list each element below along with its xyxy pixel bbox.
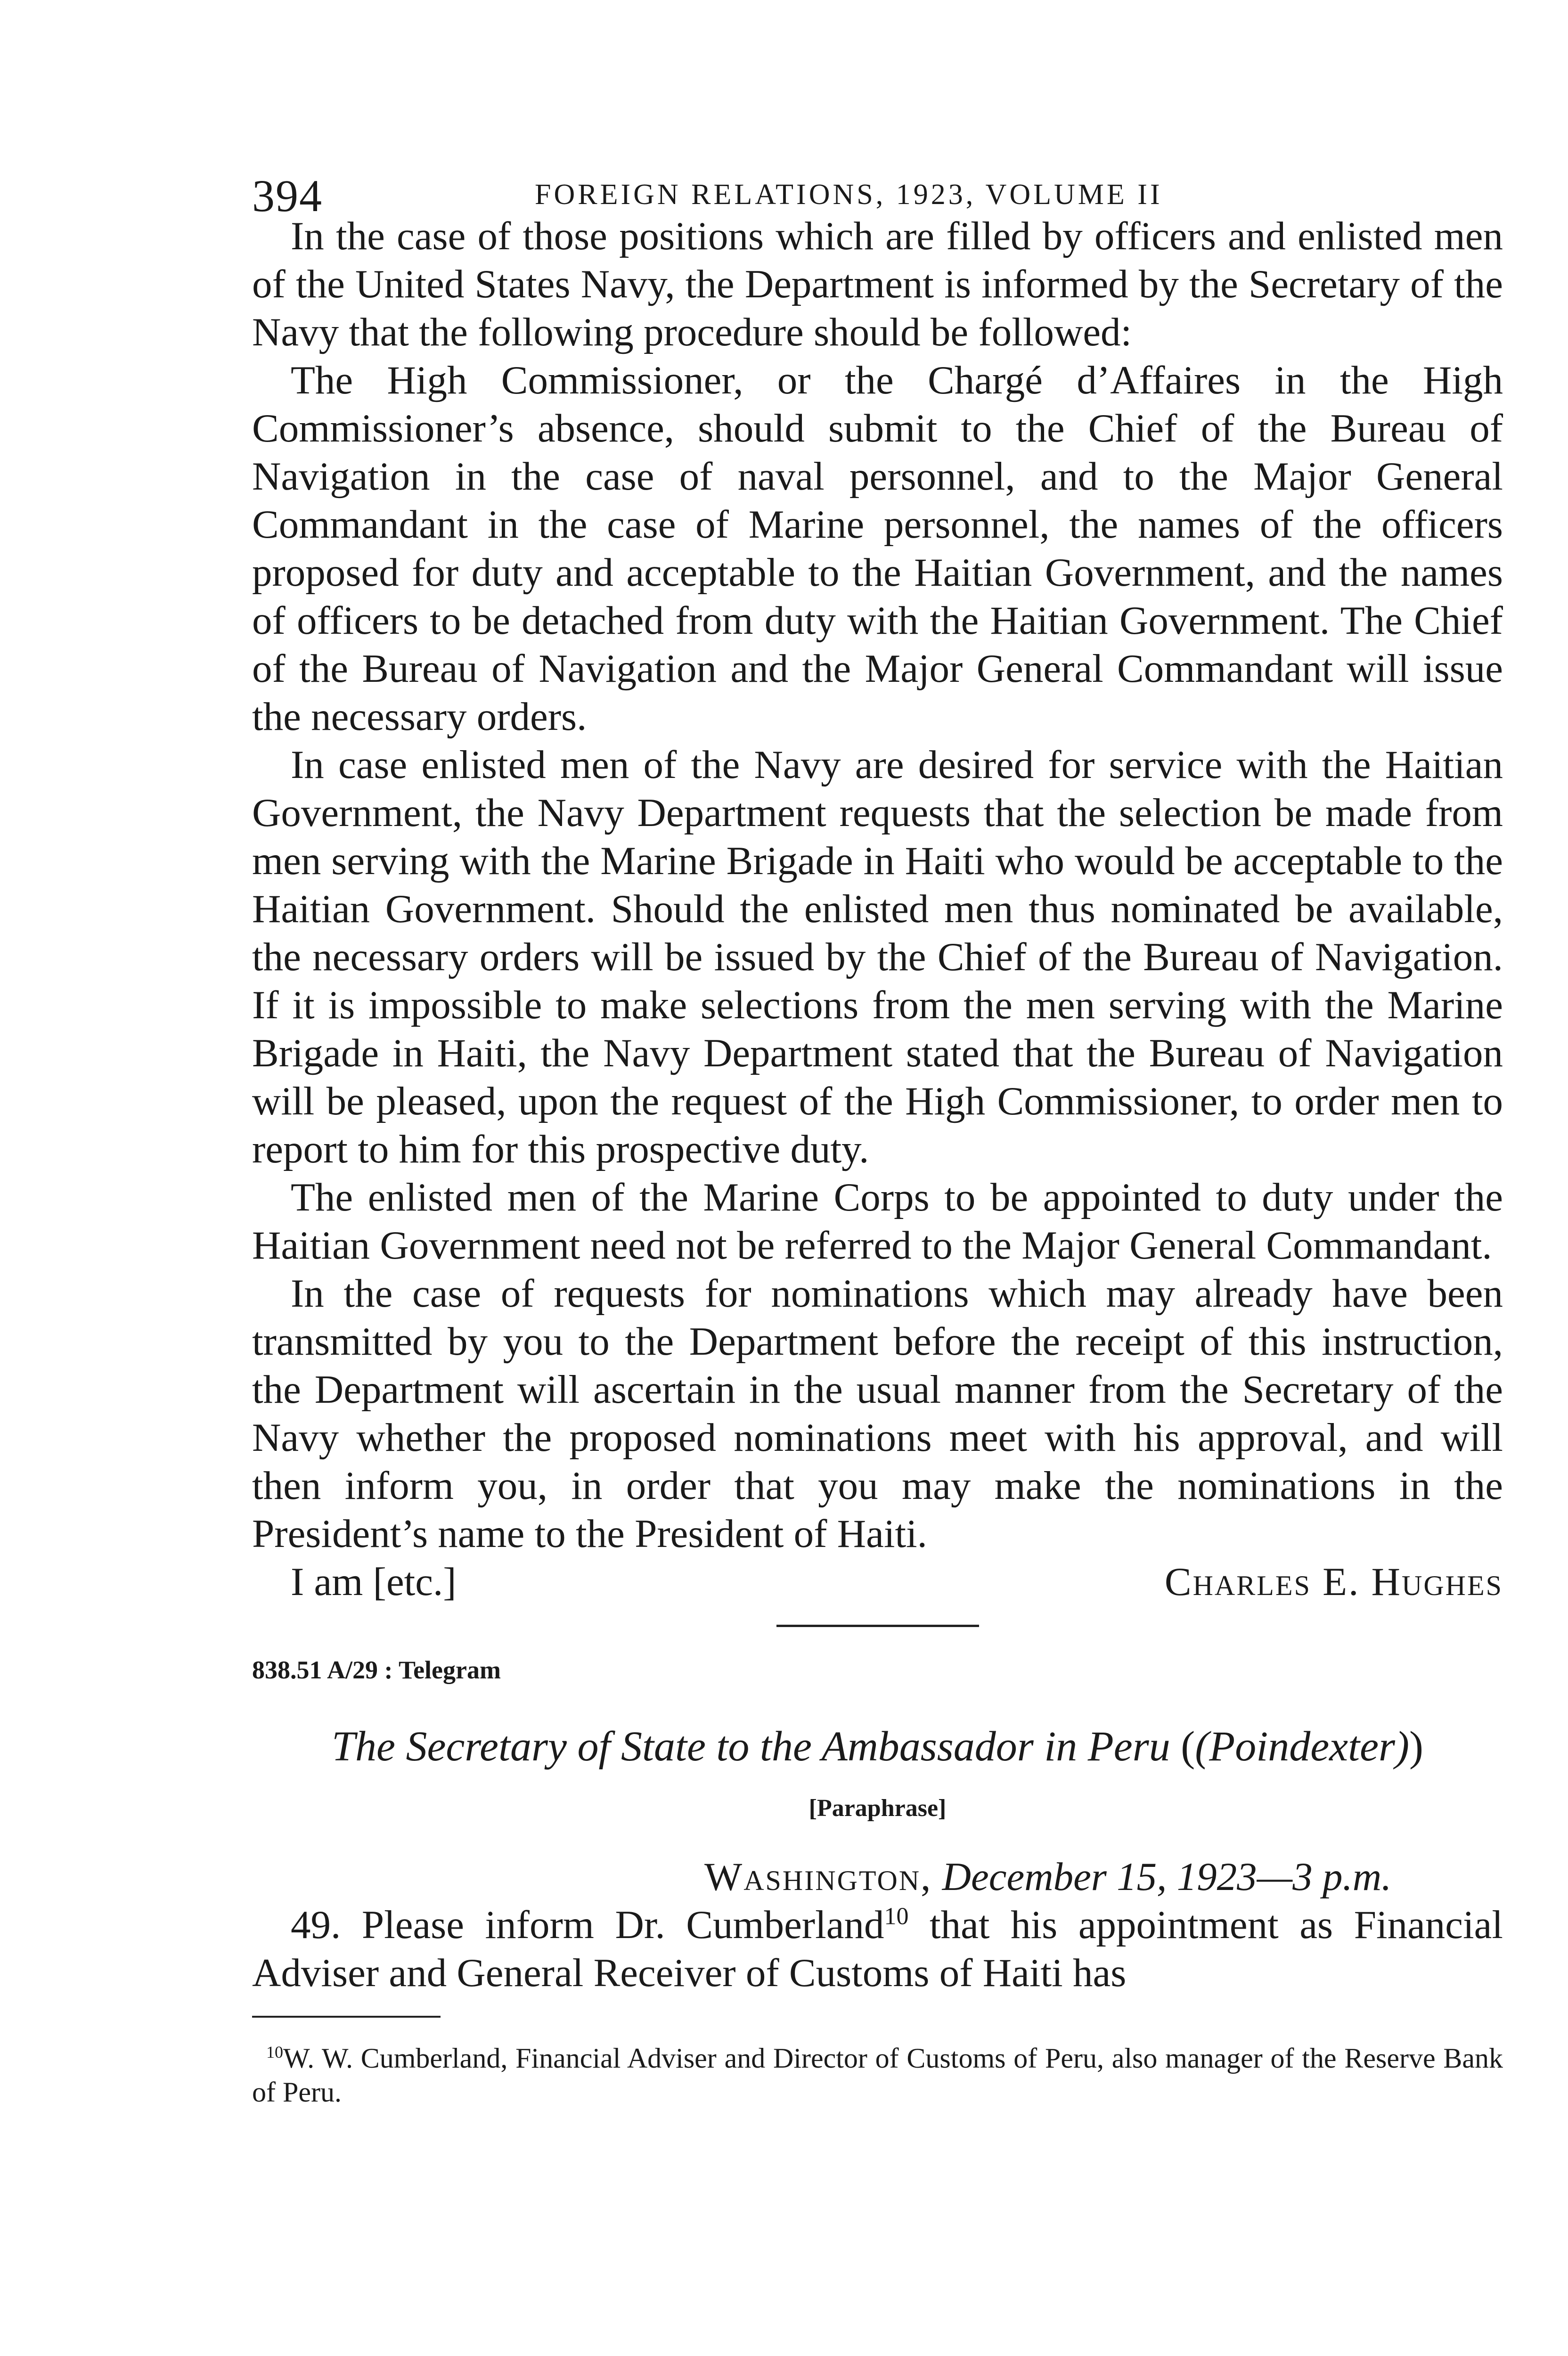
telegram-paragraph-rest: that his appointment as Financial Adviser and General Receiver of Customs of Haiti has	[252, 1903, 1503, 1995]
document-title-text: The Secretary of State to the Ambassador in Peru	[331, 1723, 1170, 1770]
dateline-date: December 15, 1923—3 p.m.	[942, 1855, 1392, 1899]
page-number: 394	[252, 171, 323, 221]
body-paragraph: In case enlisted men of the Navy are desired for service with the Haitian Government, the Navy Department requests that the selection be made from men serving with the Marine Brigade in Haiti who would be acceptable to the Haitian Government. Should the enlisted men thus nominated be available, the necessary orders will be issued by the Chief of the Bureau of Navigation. If it is impossible to make selections from the men serving with the Marine Brigade in Haiti, the Navy Department stated that the Bureau of Navigation will be pleased, upon the request of the High Commissioner, to order men to report to him for this prospective duty.	[252, 743, 1503, 1171]
file-reference: 838.51 A/29 : Telegram	[252, 1656, 501, 1684]
valediction: I am [etc.]	[291, 1560, 457, 1604]
document-page	[252, 160, 1503, 2109]
paraphrase-label: [Paraphrase]	[808, 1795, 947, 1822]
addressee-name: (Poindexter)	[1195, 1723, 1410, 1770]
body-paragraph: The High Commissioner, or the Chargé d’Affaires in the High Commissioner’s absence, should submit to the Chief of the Bureau of Navigation in the case of naval personnel, and to the Major General Commandant in the case of Marine personnel, the names of the officers proposed for duty and acceptable to the Haitian Government, and the names of officers to be detached from duty with the Haitian Government. The Chief of the Bureau of Navigation and the Major General Commandant will issue the necessary orders.	[252, 358, 1503, 739]
dateline-place: Washington,	[704, 1855, 932, 1899]
document-title	[252, 1722, 1503, 1771]
running-title: FOREIGN RELATIONS, 1923, VOLUME II	[535, 179, 1163, 211]
telegram-paragraph	[252, 1901, 1503, 1997]
footnote-text: W. W. Cumberland, Financial Adviser and Director of Customs of Peru, also manager of the Reserve Bank of Peru.	[252, 2043, 1503, 2108]
footnote	[252, 2041, 1503, 2109]
footnote-marker: 10	[266, 2043, 283, 2062]
body-paragraph: In the case of requests for nominations which may already have been transmitted by you to the Department before the receipt of this instruction, the Department will ascertain in the usual manner from the Secretary of the Navy whether the proposed nominations meet with his approval, and will then inform you, in order that you may make the nominations in the President’s name to the President of Haiti.	[252, 1271, 1503, 1556]
instruction-body	[252, 212, 1503, 1558]
dateline	[252, 1853, 1503, 1901]
section-divider	[776, 1625, 979, 1627]
telegram-body	[252, 1901, 1503, 1997]
letter-closing	[252, 1558, 1503, 1606]
body-paragraph: In the case of those positions which are filled by officers and enlisted men of the United States Navy, the Department is informed by the Secretary of the Navy that the following procedure should be followed:	[252, 214, 1503, 354]
footnote-reference: 10	[884, 1903, 909, 1930]
footnote-divider	[252, 2016, 441, 2018]
telegram-paragraph-start: 49. Please inform Dr. Cumberland	[291, 1903, 884, 1947]
document-title-addressee: ((Poindexter))	[1181, 1723, 1424, 1770]
footnote-paragraph	[252, 2041, 1503, 2109]
body-paragraph: The enlisted men of the Marine Corps to be appointed to duty under the Haitian Government need not be referred to the Major General Commandant.	[252, 1175, 1503, 1268]
page-header	[252, 160, 1503, 221]
signature: Charles E. Hughes	[1164, 1560, 1503, 1604]
